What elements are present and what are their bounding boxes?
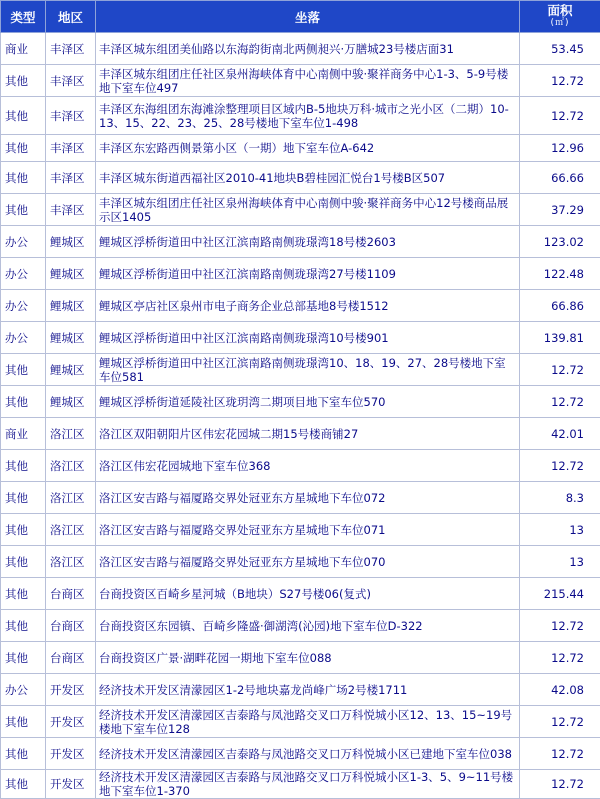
row-district-cell: 鲤城区 [46, 290, 96, 322]
row-area-cell: 12.72 [520, 642, 600, 674]
table-row [1, 642, 600, 674]
table-row [1, 33, 600, 65]
row-area-cell: 66.86 [520, 290, 600, 322]
row-location-cell: 台商投资区广景·湖畔花园一期地下室车位088 [96, 642, 520, 674]
row-area-cell: 123.02 [520, 226, 600, 258]
row-district-cell: 丰泽区 [46, 194, 96, 226]
row-district-cell: 鲤城区 [46, 322, 96, 354]
row-location-cell: 鲤城区浮桥街道田中社区江滨南路南侧珑璟湾18号楼2603 [96, 226, 520, 258]
row-area-cell: 53.45 [520, 33, 600, 65]
row-location-cell: 经济技术开发区清濛园区1-2号地块嘉龙尚峰广场2号楼1711 [96, 674, 520, 706]
row-location-cell: 经济技术开发区清濛园区吉泰路与凤池路交叉口万科悦城小区12、13、15~19号楼地下室车位128 [96, 706, 520, 738]
header-area [520, 1, 600, 33]
row-area-cell: 42.08 [520, 674, 600, 706]
row-location-cell: 洛江区安吉路与福厦路交界处冠亚东方星城地下车位072 [96, 482, 520, 514]
row-type-cell: 其他 [1, 706, 46, 738]
row-district-cell: 台商区 [46, 642, 96, 674]
row-area-cell: 12.72 [520, 610, 600, 642]
table-row [1, 450, 600, 482]
row-area-cell: 13 [520, 514, 600, 546]
row-district-cell: 台商区 [46, 578, 96, 610]
row-location-cell: 丰泽区东海组团东海滩涂整理项目区域内B-5地块万科·城市之光小区（二期）10-13、15、22、23、25、28号楼地下室车位1-498 [96, 97, 520, 135]
row-type-cell: 其他 [1, 514, 46, 546]
row-district-cell: 开发区 [46, 674, 96, 706]
row-area-cell: 122.48 [520, 258, 600, 290]
row-area-cell: 12.72 [520, 386, 600, 418]
row-location-cell: 丰泽区城东组团庄任社区泉州海峡体育中心南侧中骏·聚祥商务中心1-3、5-9号楼地下室车位497 [96, 65, 520, 97]
table-row [1, 770, 600, 799]
row-type-cell: 办公 [1, 322, 46, 354]
row-location-cell: 洛江区安吉路与福厦路交界处冠亚东方星城地下车位071 [96, 514, 520, 546]
row-type-cell: 商业 [1, 33, 46, 65]
row-location-cell: 洛江区双阳朝阳片区伟宏花园城二期15号楼商铺27 [96, 418, 520, 450]
row-area-cell: 12.72 [520, 354, 600, 386]
row-location-cell: 鲤城区浮桥街道田中社区江滨南路南侧珑璟湾10号楼901 [96, 322, 520, 354]
table-row [1, 226, 600, 258]
row-location-cell: 经济技术开发区清濛园区吉泰路与凤池路交叉口万科悦城小区1-3、5、9~11号楼地下室车位1-370 [96, 770, 520, 799]
row-area-cell: 13 [520, 546, 600, 578]
table-row [1, 258, 600, 290]
row-area-cell: 12.72 [520, 97, 600, 135]
row-type-cell: 其他 [1, 162, 46, 194]
row-type-cell: 办公 [1, 290, 46, 322]
table-row [1, 610, 600, 642]
table-row [1, 354, 600, 386]
table-body [1, 33, 600, 799]
row-location-cell: 洛江区安吉路与福厦路交界处冠亚东方星城地下车位070 [96, 546, 520, 578]
row-district-cell: 开发区 [46, 706, 96, 738]
header-location: 坐落 [96, 1, 520, 33]
row-district-cell: 丰泽区 [46, 162, 96, 194]
row-district-cell: 洛江区 [46, 514, 96, 546]
row-area-cell: 12.72 [520, 770, 600, 799]
row-type-cell: 其他 [1, 642, 46, 674]
row-location-cell: 鲤城区浮桥街道田中社区江滨南路南侧珑璟湾27号楼1109 [96, 258, 520, 290]
row-location-cell: 台商投资区东园镇、百崎乡隆盛·御湖湾(沁园)地下室车位D-322 [96, 610, 520, 642]
row-district-cell: 洛江区 [46, 482, 96, 514]
row-area-cell: 42.01 [520, 418, 600, 450]
row-district-cell: 丰泽区 [46, 135, 96, 162]
row-location-cell: 丰泽区东宏路西侧景第小区（一期）地下室车位A-642 [96, 135, 520, 162]
row-location-cell: 鲤城区浮桥街道田中社区江滨南路南侧珑璟湾10、18、19、27、28号楼地下室车位581 [96, 354, 520, 386]
table-row [1, 418, 600, 450]
table-row [1, 706, 600, 738]
row-type-cell: 其他 [1, 194, 46, 226]
row-location-cell: 丰泽区城东组团美仙路以东海韵街南北两侧昶兴·万膳城23号楼店面31 [96, 33, 520, 65]
row-type-cell: 其他 [1, 482, 46, 514]
row-location-cell: 丰泽区城东街道西福社区2010-41地块B碧桂园汇悦台1号楼B区507 [96, 162, 520, 194]
header-area-label: 面积 [547, 3, 572, 18]
table-row [1, 514, 600, 546]
table-row [1, 290, 600, 322]
row-type-cell: 其他 [1, 578, 46, 610]
row-district-cell: 丰泽区 [46, 97, 96, 135]
table-row [1, 162, 600, 194]
row-location-cell: 鲤城区亭店社区泉州市电子商务企业总部基地8号楼1512 [96, 290, 520, 322]
row-type-cell: 办公 [1, 674, 46, 706]
row-district-cell: 鲤城区 [46, 354, 96, 386]
row-district-cell: 鲤城区 [46, 226, 96, 258]
table-row [1, 546, 600, 578]
row-type-cell: 其他 [1, 738, 46, 770]
header-area-unit: (㎡) [520, 17, 600, 30]
table-row [1, 578, 600, 610]
row-district-cell: 洛江区 [46, 450, 96, 482]
row-area-cell: 12.72 [520, 450, 600, 482]
row-type-cell: 其他 [1, 135, 46, 162]
row-district-cell: 洛江区 [46, 418, 96, 450]
row-type-cell: 商业 [1, 418, 46, 450]
row-type-cell: 其他 [1, 386, 46, 418]
row-district-cell: 开发区 [46, 738, 96, 770]
row-district-cell: 丰泽区 [46, 65, 96, 97]
table-row [1, 674, 600, 706]
row-type-cell: 办公 [1, 258, 46, 290]
row-area-cell: 215.44 [520, 578, 600, 610]
row-type-cell: 其他 [1, 450, 46, 482]
header-district: 地区 [46, 1, 96, 33]
row-district-cell: 丰泽区 [46, 33, 96, 65]
row-area-cell: 12.72 [520, 706, 600, 738]
row-type-cell: 其他 [1, 610, 46, 642]
row-type-cell: 其他 [1, 770, 46, 799]
table-row [1, 322, 600, 354]
header-type: 类型 [1, 1, 46, 33]
row-area-cell: 12.96 [520, 135, 600, 162]
row-location-cell: 丰泽区城东组团庄任社区泉州海峡体育中心南侧中骏·聚祥商务中心12号楼商品展示区1405 [96, 194, 520, 226]
row-district-cell: 开发区 [46, 770, 96, 799]
table-row [1, 738, 600, 770]
row-type-cell: 办公 [1, 226, 46, 258]
row-area-cell: 8.3 [520, 482, 600, 514]
row-location-cell: 鲤城区浮桥街道延陵社区珑玥湾二期项目地下室车位570 [96, 386, 520, 418]
row-area-cell: 66.66 [520, 162, 600, 194]
table-row [1, 482, 600, 514]
row-area-cell: 12.72 [520, 738, 600, 770]
row-district-cell: 鲤城区 [46, 386, 96, 418]
row-type-cell: 其他 [1, 97, 46, 135]
row-location-cell: 经济技术开发区清濛园区吉泰路与凤池路交叉口万科悦城小区已建地下室车位038 [96, 738, 520, 770]
table-row [1, 97, 600, 135]
row-type-cell: 其他 [1, 546, 46, 578]
row-area-cell: 37.29 [520, 194, 600, 226]
row-location-cell: 台商投资区百崎乡星河城（B地块）S27号楼06(复式) [96, 578, 520, 610]
table-row [1, 65, 600, 97]
table-row [1, 386, 600, 418]
row-district-cell: 鲤城区 [46, 258, 96, 290]
row-type-cell: 其他 [1, 65, 46, 97]
row-area-cell: 12.72 [520, 65, 600, 97]
header-row [1, 1, 600, 33]
table-row [1, 194, 600, 226]
row-type-cell: 其他 [1, 354, 46, 386]
table-row [1, 135, 600, 162]
row-location-cell: 洛江区伟宏花园城地下室车位368 [96, 450, 520, 482]
row-area-cell: 139.81 [520, 322, 600, 354]
row-district-cell: 洛江区 [46, 546, 96, 578]
row-district-cell: 台商区 [46, 610, 96, 642]
